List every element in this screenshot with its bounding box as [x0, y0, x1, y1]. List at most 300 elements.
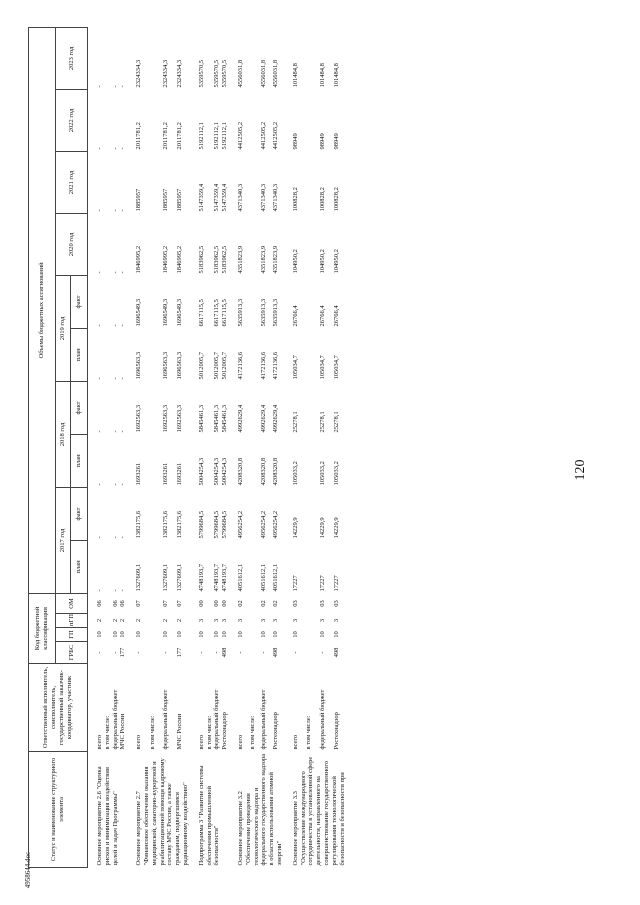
code-grbs-cell: 177 [176, 647, 184, 658]
value-cell [305, 89, 319, 151]
code-gp-cell: 10 [236, 631, 244, 638]
value-cell [149, 487, 163, 540]
code-pgp-cell: 2 [119, 618, 127, 623]
value-cell: 98949 [332, 133, 340, 150]
code-gp-cell [104, 628, 112, 642]
value-cell: 104950,2 [291, 249, 299, 274]
table-row [162, 27, 176, 867]
value-cell: 4351823,9 [236, 245, 244, 274]
value-cell [206, 275, 214, 328]
value-cell: 4956254,2 [260, 510, 268, 539]
value-cell [206, 89, 214, 151]
table-row [272, 27, 284, 867]
value-cell: 100828,2 [291, 187, 299, 212]
header-2017-fact: факт [71, 487, 88, 540]
value-cell [104, 27, 112, 89]
code-grbs-cell: - [291, 651, 299, 654]
code-om-cell: 06 [96, 600, 103, 607]
value-cell: - [111, 147, 119, 150]
value-cell: - [119, 483, 127, 486]
value-cell [249, 434, 261, 487]
value-cell [149, 381, 163, 434]
code-grbs-cell: - [197, 651, 205, 654]
code-om-cell: 02 [272, 600, 280, 607]
value-cell: 4412505,2 [272, 121, 280, 150]
value-cell: 2324334,3 [162, 59, 170, 88]
code-pgp-cell: 3 [197, 618, 205, 623]
code-grbs-cell [149, 642, 163, 664]
code-grbs-cell [305, 642, 319, 664]
table-row [119, 27, 127, 867]
value-cell: 5012005,7 [213, 351, 221, 380]
responsible-cell: федеральный бюджет [260, 689, 268, 750]
value-cell: 1327609,1 [162, 563, 170, 592]
value-cell: 6617115,5 [213, 299, 221, 327]
element-title: Основное мероприятие 2.7 "Финансовое обеспечение оказания медицинской, санаторно-курортной и реабилитационной помощи кадровому составу МЧС России, а также гражданам, подвергшимся радиационному воздействию" [135, 758, 189, 866]
value-cell: 5004254,3 [197, 457, 205, 486]
code-grbs-cell: - [162, 651, 170, 654]
table-row [333, 27, 347, 867]
value-cell: 5004254,3 [221, 457, 229, 486]
rotated-table-container [28, 28, 556, 868]
value-cell: 5147359,4 [221, 183, 229, 212]
budget-table [28, 27, 346, 868]
value-cell [305, 487, 319, 540]
code-pgp-cell: 3 [319, 618, 327, 623]
value-cell: 4748193,7 [197, 563, 205, 592]
code-grbs-cell [206, 642, 214, 664]
header-2017-plan: план [71, 540, 88, 593]
value-cell: 105033,2 [319, 461, 327, 486]
responsible-cell: всего [197, 734, 205, 750]
responsible-cell: всего [135, 734, 143, 750]
value-cell [249, 89, 261, 151]
code-pgp-cell: 3 [213, 618, 221, 623]
value-cell: 17227 [332, 575, 340, 592]
value-cell: - [96, 85, 103, 88]
value-cell: 4371340,3 [260, 183, 268, 212]
value-cell: 5192112,1 [221, 122, 229, 150]
code-gp-cell: 10 [332, 631, 340, 638]
value-cell: - [119, 430, 127, 433]
code-om-cell [104, 593, 112, 613]
value-cell [305, 381, 319, 434]
responsible-cell: Ростехнадзор [332, 712, 340, 750]
value-cell [305, 275, 319, 328]
element-title: Основное мероприятие 2.6 "Оценка рисков и минимизация воздействия целей и задач Программы" [96, 766, 119, 866]
code-gp-cell: 10 [162, 631, 170, 638]
responsible-cell: Ростехнадзор [221, 712, 229, 750]
code-pgp-cell: 2 [96, 618, 103, 623]
responsible-cell: в том числе: [305, 715, 313, 750]
value-cell: - [96, 147, 103, 150]
value-cell: - [119, 536, 127, 539]
value-cell: 4172136,6 [260, 351, 268, 380]
value-cell [104, 89, 112, 151]
code-om-cell: 07 [162, 600, 170, 607]
responsible-cell: федеральный бюджет [213, 689, 221, 750]
value-cell: 4556031,8 [236, 59, 244, 88]
code-grbs-cell: - [260, 651, 268, 654]
code-gp-cell [305, 628, 319, 642]
value-cell [104, 540, 112, 593]
value-cell: 4351823,9 [272, 245, 280, 274]
table-row [135, 27, 149, 867]
code-gp-cell [206, 628, 214, 642]
value-cell: 4051612,1 [236, 563, 244, 592]
value-cell: 100828,2 [332, 187, 340, 212]
value-cell: - [111, 271, 119, 274]
value-cell: 4172136,6 [236, 351, 244, 380]
value-cell: - [119, 589, 127, 592]
value-cell [305, 540, 319, 593]
header-status: Статус и наименование структурного элемента [29, 752, 88, 868]
value-cell: - [111, 85, 119, 88]
header-year-2021: 2021 год [56, 151, 88, 213]
code-om-cell: 03 [291, 600, 299, 607]
value-cell [206, 328, 214, 381]
value-cell [249, 328, 261, 381]
value-cell: 1693261 [162, 462, 170, 486]
responsible-cell: МЧС России [119, 713, 127, 750]
group-spacer [190, 27, 198, 867]
value-cell [249, 151, 261, 213]
value-cell: 101484,8 [319, 63, 327, 88]
responsible-cell: в том числе: [103, 715, 111, 750]
value-cell: - [111, 536, 119, 539]
value-cell [149, 434, 163, 487]
value-cell [249, 540, 261, 593]
code-om-cell: 06 [119, 600, 127, 607]
value-cell [249, 381, 261, 434]
value-cell: 105033,2 [332, 461, 340, 486]
header-year-2020: 2020 год [56, 213, 88, 275]
value-cell: 101484,8 [291, 63, 299, 88]
value-cell: 5635913,3 [236, 298, 244, 327]
value-cell: 1327609,1 [135, 563, 143, 592]
header-budget-code: Код бюджетной классификации [29, 593, 56, 663]
value-cell: 17227 [291, 575, 299, 592]
spacer-cell [284, 27, 292, 867]
table-row [260, 27, 272, 867]
value-cell [149, 89, 163, 151]
value-cell [249, 213, 261, 275]
value-cell: 4412505,2 [260, 121, 268, 150]
code-om-cell: 03 [319, 600, 327, 607]
value-cell: 1696563,3 [162, 351, 170, 380]
value-cell: 5799684,5 [213, 510, 221, 539]
code-pgp-cell: 2 [162, 618, 170, 623]
value-cell: 4172136,6 [272, 351, 280, 380]
value-cell: 2324334,3 [176, 59, 184, 88]
code-pgp-cell: 2 [111, 618, 119, 623]
value-cell: 1885957 [135, 188, 143, 212]
header-year-2017: 2017 год [56, 487, 71, 593]
value-cell: 26766,4 [291, 305, 299, 327]
table-row [305, 27, 319, 867]
value-cell [305, 328, 319, 381]
value-cell: 5012005,7 [221, 351, 229, 380]
code-pgp-cell [149, 614, 163, 628]
value-cell: 1696549,3 [162, 298, 170, 327]
value-cell [149, 540, 163, 593]
header-om: ОМ [56, 593, 88, 613]
value-cell: 4208320,8 [236, 457, 244, 486]
code-gp-cell: 10 [221, 631, 229, 638]
responsible-cell: федеральный бюджет [111, 689, 119, 750]
code-pgp-cell [249, 614, 261, 628]
value-cell: - [96, 377, 103, 380]
code-pgp-cell [305, 614, 319, 628]
value-cell: 4208320,8 [260, 457, 268, 486]
code-gp-cell: 10 [260, 631, 268, 638]
code-om-cell: 07 [176, 600, 184, 607]
value-cell: - [119, 85, 127, 88]
responsible-cell: Ростехнадзор [272, 712, 280, 750]
responsible-cell: всего [236, 734, 244, 750]
value-cell: 5359570,5 [197, 59, 205, 88]
code-grbs-cell: - [319, 651, 327, 654]
table-header [29, 27, 88, 867]
value-cell: 1846995,2 [162, 245, 170, 274]
code-pgp-cell: 2 [176, 618, 184, 623]
code-om-cell [249, 593, 261, 613]
value-cell: 25278,1 [332, 411, 340, 433]
code-gp-cell: 10 [197, 631, 205, 638]
group-spacer [229, 27, 237, 867]
value-cell: 4748193,7 [213, 563, 221, 592]
value-cell: 6617115,5 [221, 299, 229, 327]
value-cell: 1885957 [162, 188, 170, 212]
code-gp-cell: 10 [135, 631, 143, 638]
code-pgp-cell: 2 [135, 618, 143, 623]
value-cell [149, 151, 163, 213]
element-title: Основное мероприятие 3.3 "Осуществление международного сотрудничества в установленной сфере деятельности, направленного на совершенствование государственного регулирования технологической безопасности и безопасности при [291, 756, 346, 866]
value-cell: 5845461,3 [213, 404, 221, 433]
value-cell: - [111, 209, 119, 212]
code-om-cell: 03 [332, 600, 340, 607]
code-om-cell: 00 [197, 600, 205, 607]
value-cell: 1382175,6 [135, 510, 143, 539]
value-cell: 6617115,5 [197, 299, 205, 327]
value-cell: - [96, 483, 103, 486]
value-cell: 4992629,4 [236, 404, 244, 433]
code-om-cell: 06 [111, 600, 119, 607]
value-cell: 104950,2 [319, 249, 327, 274]
value-cell: 5012005,7 [197, 351, 205, 380]
value-cell: 105034,7 [291, 355, 299, 380]
code-gp-cell: 10 [272, 631, 280, 638]
responsible-cell: федеральный бюджет [319, 689, 327, 750]
value-cell: 5192112,1 [197, 122, 205, 150]
value-cell: - [96, 271, 103, 274]
value-cell [206, 434, 214, 487]
value-cell: 5845461,3 [197, 404, 205, 433]
value-cell [104, 381, 112, 434]
code-gp-cell: 10 [119, 631, 127, 638]
value-cell: 1692563,3 [176, 404, 184, 433]
value-cell: 4351823,9 [260, 245, 268, 274]
value-cell [149, 328, 163, 381]
value-cell [305, 27, 319, 89]
value-cell: 5845461,3 [221, 404, 229, 433]
value-cell: 101484,8 [332, 63, 340, 88]
value-cell: 26766,4 [319, 305, 327, 327]
value-cell [206, 487, 214, 540]
value-cell [305, 151, 319, 213]
code-grbs-cell: - [111, 651, 119, 654]
responsible-cell: всего [291, 734, 299, 750]
value-cell: 1696549,3 [135, 298, 143, 327]
value-cell: 5183962,5 [221, 245, 229, 274]
value-cell: 1846995,2 [135, 245, 143, 274]
value-cell: 4371340,3 [272, 183, 280, 212]
value-cell [305, 213, 319, 275]
value-cell: - [111, 589, 119, 592]
header-year-2019: 2019 год [56, 275, 71, 381]
table-row [292, 27, 306, 867]
value-cell: - [96, 430, 103, 433]
responsible-cell: в том числе: [148, 715, 156, 750]
value-cell: 1693261 [135, 462, 143, 486]
value-cell: 14229,9 [291, 517, 299, 539]
value-cell [206, 213, 214, 275]
code-pgp-cell: 3 [260, 618, 268, 623]
group-spacer [88, 27, 97, 867]
code-gp-cell [249, 628, 261, 642]
table-row [206, 27, 214, 867]
value-cell: 1696563,3 [135, 351, 143, 380]
code-gp-cell [149, 628, 163, 642]
value-cell [104, 328, 112, 381]
value-cell [104, 275, 112, 328]
group-spacer [284, 27, 292, 867]
table-row [319, 27, 333, 867]
value-cell: 5183962,5 [197, 245, 205, 274]
code-grbs-cell: - [236, 651, 244, 654]
table-row [237, 27, 249, 867]
value-cell: 14229,9 [332, 517, 340, 539]
spacer-cell [229, 27, 237, 867]
value-cell: - [119, 147, 127, 150]
value-cell: 5635913,3 [260, 298, 268, 327]
value-cell: 1693261 [176, 462, 184, 486]
value-cell: 5799684,5 [221, 510, 229, 539]
value-cell: 1696563,3 [176, 351, 184, 380]
code-om-cell [305, 593, 319, 613]
value-cell [305, 434, 319, 487]
value-cell: 5359570,5 [213, 59, 221, 88]
value-cell: 105034,7 [319, 355, 327, 380]
code-grbs-cell: 498 [332, 647, 340, 658]
spacer-cell [190, 27, 198, 867]
value-cell: 1885957 [176, 188, 184, 212]
value-cell: - [96, 209, 103, 212]
value-cell [206, 381, 214, 434]
header-pgp: пГП [56, 614, 88, 628]
value-cell: 25278,1 [291, 411, 299, 433]
code-grbs-cell: - [135, 651, 143, 654]
responsible-cell: в том числе: [205, 715, 213, 750]
value-cell: 105034,7 [332, 355, 340, 380]
code-gp-cell: 10 [176, 631, 184, 638]
code-gp-cell: 10 [319, 631, 327, 638]
value-cell: - [111, 324, 119, 327]
value-cell: 17227 [319, 575, 327, 592]
value-cell: 1382175,6 [162, 510, 170, 539]
code-grbs-cell [249, 642, 261, 664]
code-om-cell: 00 [221, 600, 229, 607]
value-cell [104, 487, 112, 540]
value-cell: 4371340,3 [236, 183, 244, 212]
value-cell [149, 213, 163, 275]
code-grbs-cell: 498 [221, 647, 229, 658]
code-grbs-cell: - [213, 651, 221, 654]
code-grbs-cell: - [96, 651, 103, 654]
value-cell: 4208320,8 [272, 457, 280, 486]
value-cell: - [96, 536, 103, 539]
value-cell: 4556031,8 [260, 59, 268, 88]
value-cell: 98949 [319, 133, 327, 150]
header-2019-fact: факт [71, 275, 88, 328]
value-cell: 4992629,4 [260, 404, 268, 433]
footer-filename: 4958644.doc [24, 851, 32, 889]
value-cell [206, 151, 214, 213]
table-row [112, 27, 120, 867]
value-cell: - [119, 209, 127, 212]
spacer-cell [88, 27, 97, 867]
value-cell: 105033,2 [291, 461, 299, 486]
code-pgp-cell [206, 614, 214, 628]
value-cell: 1696549,3 [176, 298, 184, 327]
value-cell [149, 27, 163, 89]
table-row [198, 27, 206, 867]
value-cell: 5359570,5 [221, 59, 229, 88]
code-pgp-cell: 3 [236, 618, 244, 623]
table-row [149, 27, 163, 867]
value-cell: 4956254,2 [272, 510, 280, 539]
table-body [88, 27, 347, 867]
code-gp-cell: 10 [96, 631, 103, 638]
code-pgp-cell: 3 [332, 618, 340, 623]
code-grbs-cell: 177 [119, 647, 127, 658]
value-cell: 1382175,6 [176, 510, 184, 539]
responsible-cell: МЧС России [176, 713, 184, 750]
table-row [213, 27, 221, 867]
value-cell: 98949 [291, 133, 299, 150]
code-pgp-cell [104, 614, 112, 628]
responsible-cell: в том числе: [248, 715, 256, 750]
value-cell: 100828,2 [319, 187, 327, 212]
header-responsible: Ответственный исполнитель, соисполнитель, государственный заказчик-координатор, участник [29, 664, 88, 752]
table-row [221, 27, 229, 867]
header-2018-fact: факт [71, 381, 88, 434]
value-cell: 5635913,3 [272, 298, 280, 327]
value-cell: - [96, 324, 103, 327]
spacer-cell [127, 27, 135, 867]
value-cell [104, 213, 112, 275]
responsible-cell: всего [96, 734, 103, 750]
code-pgp-cell: 3 [272, 618, 280, 623]
value-cell: - [111, 377, 119, 380]
group-spacer [127, 27, 135, 867]
value-cell: 5799684,5 [197, 510, 205, 539]
header-year-2022: 2022 год [56, 89, 88, 151]
header-grbs: ГРБС [56, 642, 88, 664]
value-cell: 14229,9 [319, 517, 327, 539]
code-gp-cell: 10 [213, 631, 221, 638]
value-cell: - [111, 483, 119, 486]
